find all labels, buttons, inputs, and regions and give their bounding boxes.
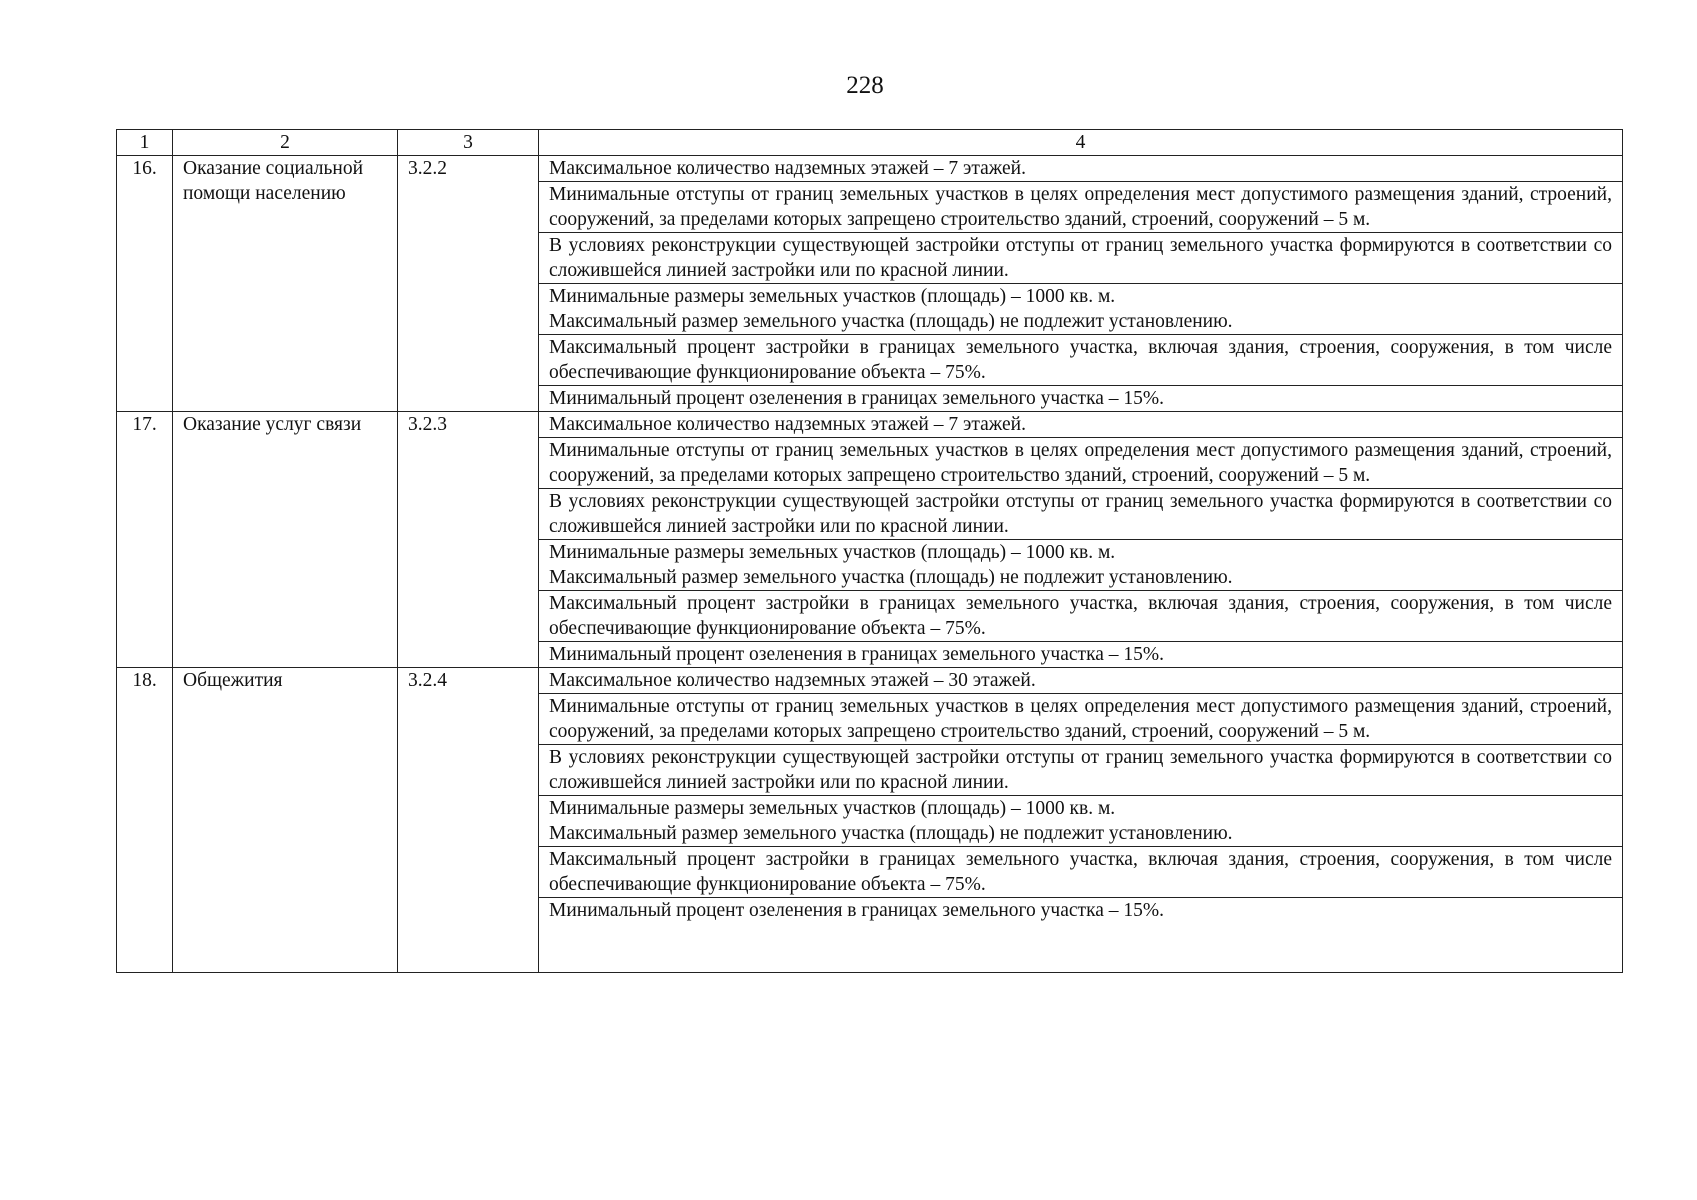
row-number: 17. — [117, 412, 173, 668]
condition-cell: Минимальный процент озеленения в границах земельного участка – 15%. — [539, 642, 1623, 668]
condition-cell: В условиях реконструкции существующей застройки отступы от границ земельного участка формируются в соответствии со сложившейся линией застройки или по красной линии. — [539, 233, 1623, 284]
header-col-4: 4 — [539, 130, 1623, 156]
row-number: 16. — [117, 156, 173, 412]
condition-cell: Максимальное количество надземных этажей – 7 этажей. — [539, 412, 1623, 438]
table-row — [117, 412, 1623, 438]
condition-line: Минимальные размеры земельных участков (площадь) – 1000 кв. м. — [549, 542, 1116, 563]
header-col-2: 2 — [173, 130, 398, 156]
condition-cell: Максимальный процент застройки в границах земельного участка, включая здания, строения, сооружения, в том числе обеспечивающие функционирование объекта – 75%. — [539, 335, 1623, 386]
condition-cell: Минимальный процент озеленения в границах земельного участка – 15%. — [539, 898, 1623, 973]
condition-cell: Максимальное количество надземных этажей – 7 этажей. — [539, 156, 1623, 182]
use-type-name: Оказание услуг связи — [173, 412, 398, 668]
condition-line: Максимальный размер земельного участка (площадь) не подлежит установлению. — [549, 823, 1233, 844]
header-col-1: 1 — [117, 130, 173, 156]
condition-cell: В условиях реконструкции существующей застройки отступы от границ земельного участка формируются в соответствии со сложившейся линией застройки или по красной линии. — [539, 745, 1623, 796]
condition-cell: В условиях реконструкции существующей застройки отступы от границ земельного участка формируются в соответствии со сложившейся линией застройки или по красной линии. — [539, 489, 1623, 540]
row-number: 18. — [117, 668, 173, 973]
regulations-table — [116, 129, 1623, 973]
table-row — [117, 156, 1623, 182]
page-number: 228 — [846, 72, 884, 99]
condition-line: Минимальные размеры земельных участков (площадь) – 1000 кв. м. — [549, 798, 1116, 819]
use-type-code: 3.2.3 — [398, 412, 539, 668]
condition-cell: Минимальный процент озеленения в границах земельного участка – 15%. — [539, 386, 1623, 412]
condition-cell: Минимальные отступы от границ земельных участков в целях определения мест допустимого размещения зданий, строений, сооружений, за пределами которых запрещено строительство зданий, строений, сооружений – 5 м. — [539, 438, 1623, 489]
condition-cell — [539, 796, 1623, 847]
condition-cell — [539, 284, 1623, 335]
use-type-name: Оказание социальной помощи населению — [173, 156, 398, 412]
condition-line: Максимальный размер земельного участка (площадь) не подлежит установлению. — [549, 567, 1233, 588]
table-header-row — [117, 130, 1623, 156]
condition-cell: Максимальное количество надземных этажей – 30 этажей. — [539, 668, 1623, 694]
use-type-code: 3.2.2 — [398, 156, 539, 412]
condition-cell: Минимальные отступы от границ земельных участков в целях определения мест допустимого размещения зданий, строений, сооружений, за пределами которых запрещено строительство зданий, строений, сооружений – 5 м. — [539, 182, 1623, 233]
condition-line: Минимальные размеры земельных участков (площадь) – 1000 кв. м. — [549, 286, 1116, 307]
table-row — [117, 668, 1623, 694]
use-type-code: 3.2.4 — [398, 668, 539, 973]
condition-cell: Максимальный процент застройки в границах земельного участка, включая здания, строения, сооружения, в том числе обеспечивающие функционирование объекта – 75%. — [539, 591, 1623, 642]
header-col-3: 3 — [398, 130, 539, 156]
condition-cell — [539, 540, 1623, 591]
use-type-name: Общежития — [173, 668, 398, 973]
condition-cell: Минимальные отступы от границ земельных участков в целях определения мест допустимого размещения зданий, строений, сооружений, за пределами которых запрещено строительство зданий, строений, сооружений – 5 м. — [539, 694, 1623, 745]
condition-line: Максимальный размер земельного участка (площадь) не подлежит установлению. — [549, 311, 1233, 332]
condition-cell: Максимальный процент застройки в границах земельного участка, включая здания, строения, сооружения, в том числе обеспечивающие функционирование объекта – 75%. — [539, 847, 1623, 898]
